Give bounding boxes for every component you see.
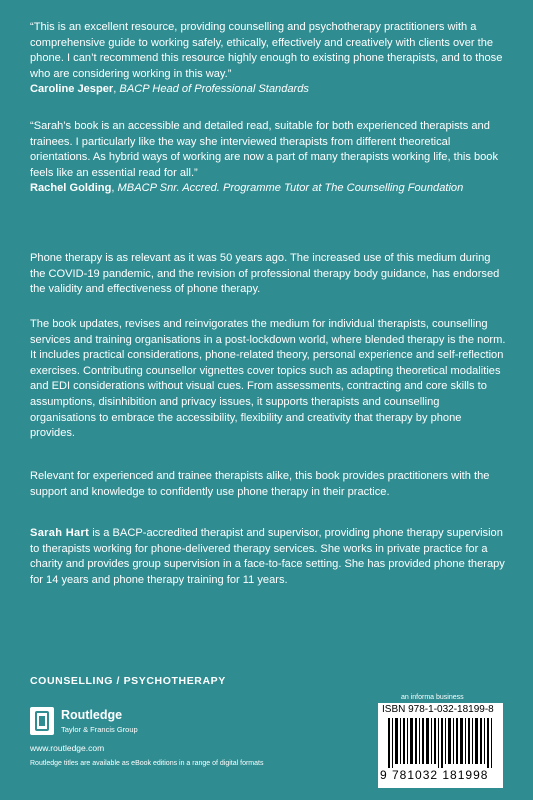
informa-label: an informa business: [401, 694, 464, 701]
endorsement-2-text: “Sarah’s book is an accessible and detailed read, suitable for both experienced therapists and trainees. I particularly like the way she interviewed therapists from different theoretical orientations. As hybrid ways of working are now a part of many therapists working life, this book feels like an essential read for all.”: [30, 120, 499, 179]
category-label: COUNSELLING / PSYCHOTHERAPY: [30, 675, 226, 687]
endorsement-1-name: Caroline Jesper: [30, 83, 114, 96]
author-name: Sarah Hart: [30, 527, 90, 539]
barcode-number: 9 781032 181998: [380, 768, 489, 782]
publisher-logo: [30, 705, 150, 739]
isbn-text: ISBN 978-1-032-18199-8: [382, 704, 494, 715]
barcode-icon: [388, 718, 493, 768]
endorsement-1: “This is an excellent resource, providing counselling and psychotherapy practitioners with a comprehensive guide to working safely, ethically, effectively and creatively with clients over the phone. I can’t recommend this resource highly enough to existing phone therapists, and to those who are considering working in this way.” Caroline Jesper, BACP Head of Professional Standards: [30, 21, 503, 96]
publisher-website: www.routledge.com: [30, 743, 105, 753]
ebook-note: Routledge titles are available as eBook editions in a range of digital formats: [30, 760, 264, 767]
endorsement-2-role: MBACP Snr. Accred. Programme Tutor at The Counselling Foundation: [117, 182, 464, 195]
endorsement-1-role: BACP Head of Professional Standards: [119, 83, 309, 96]
author-bio-text: is a BACP-accredited therapist and supervisor, providing phone therapy supervision to therapists working for phone-delivered therapy services. She works in private practice for a charity and provides group supervision in a face-to-face setting. She has provided phone therapy for 14 years and phone therapy training for 11 years.: [30, 527, 505, 586]
description-paragraph-2: The book updates, revises and reinvigorates the medium for individual therapists, counselling services and training organisations in a post-lockdown world, where blended therapy is the norm. It includes practical considerations, phone-related theory, personal experience and self-reflection exercises. Contributing counsellor vignettes cover topics such as adapting theoretical modalities and EDI considerations without visual cues. From assessments, contracting and core skills to assumptions, disinhibition and privacy issues, it supports therapists and counselling organisations to embrace the accessibility, flexibility and creativity that therapy by phone provides.: [30, 318, 506, 440]
publisher-name: Routledge: [61, 708, 123, 722]
publisher-group: Taylor & Francis Group: [61, 725, 138, 734]
routledge-logo-icon: [30, 707, 54, 735]
endorsement-1-text: “This is an excellent resource, providing counselling and psychotherapy practitioners with a comprehensive guide to working safely, ethically, effectively and creatively with clients over the phone. I can’t recommend this resource highly enough to existing phone therapists, and to those who are considering working in this way.”: [30, 21, 503, 80]
description-paragraph-3: Relevant for experienced and trainee therapists alike, this book provides practitioners with the support and knowledge to confidently use phone therapy in their practice.: [30, 470, 490, 498]
description-paragraph-1: Phone therapy is as relevant as it was 50 years ago. The increased use of this medium during the COVID-19 pandemic, and the revision of professional therapy body guidance, has endorsed the validity and effectiveness of phone therapy.: [30, 252, 500, 296]
barcode-panel: [378, 703, 503, 788]
endorsement-2-name: Rachel Golding: [30, 182, 112, 195]
author-bio: [30, 526, 506, 588]
endorsement-2: “Sarah’s book is an accessible and detailed read, suitable for both experienced therapists and trainees. I particularly like the way she interviewed therapists from different theoretical orientations. As hybrid ways of working are now a part of many therapists working life, this book feels like an essential read for all.” Rachel Golding, MBACP Snr. Accred. Programme Tutor at The Counselling Foundation: [30, 120, 499, 195]
